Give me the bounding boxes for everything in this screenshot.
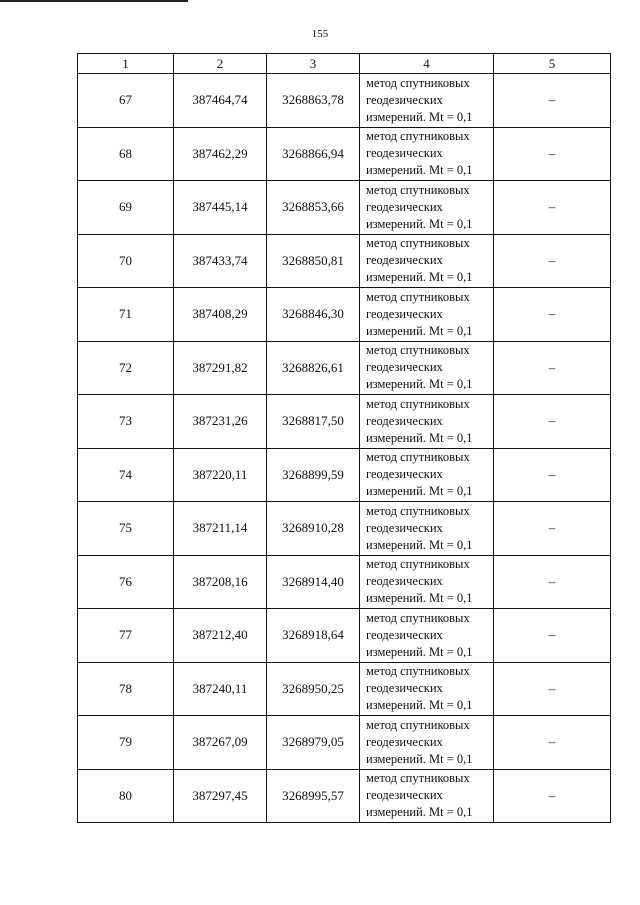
method-line: метод спутниковых [366,289,470,304]
method-line: геодезических [366,92,443,107]
top-rule [0,0,188,2]
method-line: метод спутниковых [366,450,470,465]
method-line: геодезических [366,413,443,428]
method-line: метод спутниковых [366,75,470,90]
note-cell: – [494,288,611,342]
method-line: метод спутниковых [366,236,470,251]
note-cell: – [494,448,611,502]
method-line: геодезических [366,199,443,214]
method-cell [360,769,494,823]
coordinate-x: 387220,11 [174,448,267,502]
method-cell [360,448,494,502]
table-row [78,662,611,716]
method-line: измерений. Mt = 0,1 [366,163,473,178]
note-cell: – [494,716,611,770]
method-line: метод спутниковых [366,182,470,197]
note-cell: – [494,341,611,395]
note-cell: – [494,662,611,716]
method-cell [360,502,494,556]
note-cell: – [494,74,611,128]
coordinate-y: 3268853,66 [267,181,360,235]
coordinate-x: 387267,09 [174,716,267,770]
method-line: метод спутниковых [366,503,470,518]
method-line: измерений. Mt = 0,1 [366,644,473,659]
method-cell [360,288,494,342]
table-row [78,555,611,609]
point-number: 75 [78,502,174,556]
method-line: измерений. Mt = 0,1 [366,698,473,713]
method-line: метод спутниковых [366,771,470,786]
table-row [78,341,611,395]
method-line: метод спутниковых [366,664,470,679]
table-row [78,395,611,449]
method-cell [360,181,494,235]
method-line: измерений. Mt = 0,1 [366,270,473,285]
coordinate-y: 3268899,59 [267,448,360,502]
table-row [78,502,611,556]
point-number: 74 [78,448,174,502]
note-cell: – [494,181,611,235]
coordinate-x: 387297,45 [174,769,267,823]
point-number: 72 [78,341,174,395]
method-cell [360,662,494,716]
coordinate-x: 387445,14 [174,181,267,235]
point-number: 79 [78,716,174,770]
table-row [78,716,611,770]
table-row [78,288,611,342]
method-line: метод спутниковых [366,343,470,358]
method-line: измерений. Mt = 0,1 [366,430,473,445]
coordinate-x: 387240,11 [174,662,267,716]
method-cell [360,716,494,770]
method-line: геодезических [366,734,443,749]
column-header: 5 [494,54,611,74]
point-number: 77 [78,609,174,663]
column-header: 2 [174,54,267,74]
method-line: метод спутниковых [366,610,470,625]
column-header: 1 [78,54,174,74]
note-cell: – [494,234,611,288]
coordinate-y: 3268817,50 [267,395,360,449]
coordinate-y: 3268910,28 [267,502,360,556]
method-line: геодезических [366,306,443,321]
coordinate-y: 3268918,64 [267,609,360,663]
point-number: 76 [78,555,174,609]
table-row [78,769,611,823]
method-line: метод спутниковых [366,129,470,144]
point-number: 70 [78,234,174,288]
method-line: измерений. Mt = 0,1 [366,591,473,606]
method-line: геодезических [366,681,443,696]
coordinate-x: 387208,16 [174,555,267,609]
note-cell: – [494,769,611,823]
note-cell: – [494,502,611,556]
coordinate-x: 387212,40 [174,609,267,663]
method-line: измерений. Mt = 0,1 [366,109,473,124]
point-number: 80 [78,769,174,823]
coordinate-x: 387462,29 [174,127,267,181]
method-cell [360,609,494,663]
method-line: геодезических [366,627,443,642]
point-number: 67 [78,74,174,128]
method-cell [360,395,494,449]
method-line: метод спутниковых [366,717,470,732]
table-header-row [78,54,611,74]
coordinate-x: 387231,26 [174,395,267,449]
coordinate-y: 3268866,94 [267,127,360,181]
coordinate-y: 3268846,30 [267,288,360,342]
method-line: измерений. Mt = 0,1 [366,805,473,820]
method-cell [360,127,494,181]
coordinate-y: 3268995,57 [267,769,360,823]
coordinate-y: 3268950,25 [267,662,360,716]
method-line: геодезических [366,520,443,535]
method-line: геодезических [366,146,443,161]
note-cell: – [494,395,611,449]
method-line: измерений. Mt = 0,1 [366,323,473,338]
method-cell [360,555,494,609]
table-row [78,448,611,502]
method-cell [360,341,494,395]
method-line: геодезических [366,788,443,803]
method-line: геодезических [366,467,443,482]
point-number: 78 [78,662,174,716]
method-line: измерений. Mt = 0,1 [366,216,473,231]
page-number: 155 [311,28,329,40]
point-number: 69 [78,181,174,235]
point-number: 68 [78,127,174,181]
method-line: геодезических [366,360,443,375]
column-header: 4 [360,54,494,74]
table-row [78,127,611,181]
note-cell: – [494,555,611,609]
point-number: 73 [78,395,174,449]
note-cell: – [494,127,611,181]
coordinate-x: 387464,74 [174,74,267,128]
method-line: метод спутниковых [366,557,470,572]
coordinate-y: 3268979,05 [267,716,360,770]
method-line: геодезических [366,574,443,589]
table-row [78,234,611,288]
coordinate-y: 3268826,61 [267,341,360,395]
column-header: 3 [267,54,360,74]
method-line: измерений. Mt = 0,1 [366,537,473,552]
point-number: 71 [78,288,174,342]
method-line: измерений. Mt = 0,1 [366,751,473,766]
method-cell [360,234,494,288]
table-row [78,181,611,235]
method-cell [360,74,494,128]
coordinate-y: 3268850,81 [267,234,360,288]
method-line: измерений. Mt = 0,1 [366,377,473,392]
coordinate-x: 387291,82 [174,341,267,395]
coordinate-y: 3268863,78 [267,74,360,128]
coordinate-x: 387408,29 [174,288,267,342]
coordinate-x: 387211,14 [174,502,267,556]
method-line: метод спутниковых [366,396,470,411]
coordinates-table [77,53,611,823]
method-line: геодезических [366,253,443,268]
coordinate-x: 387433,74 [174,234,267,288]
coordinate-y: 3268914,40 [267,555,360,609]
note-cell: – [494,609,611,663]
table-row [78,609,611,663]
table-row [78,74,611,128]
method-line: измерений. Mt = 0,1 [366,484,473,499]
